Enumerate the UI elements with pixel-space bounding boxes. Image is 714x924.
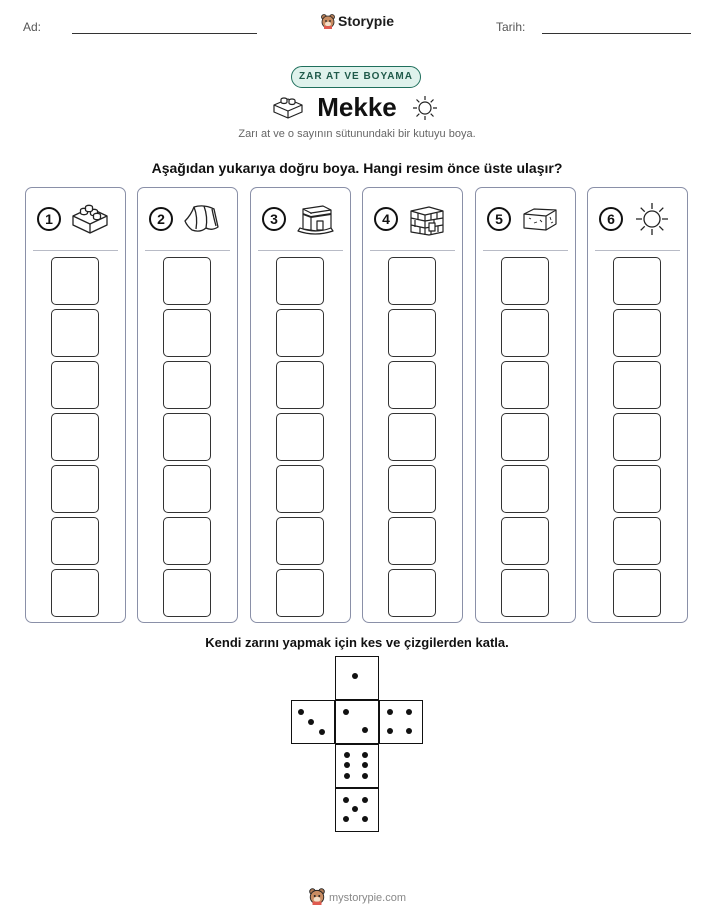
dice-face-4	[379, 700, 423, 744]
pip	[298, 709, 304, 715]
column-header	[588, 188, 687, 250]
column-divider	[370, 250, 455, 251]
color-box[interactable]	[51, 361, 99, 409]
color-box[interactable]	[51, 465, 99, 513]
color-box[interactable]	[276, 517, 324, 565]
column-divider	[145, 250, 230, 251]
column-number: 4	[374, 207, 398, 231]
color-box[interactable]	[388, 309, 436, 357]
sun-icon	[411, 94, 439, 122]
color-box[interactable]	[501, 361, 549, 409]
color-box[interactable]	[276, 465, 324, 513]
column-1	[25, 187, 126, 623]
pip	[387, 728, 393, 734]
subtitle: Zarı at ve o sayının sütunundaki bir kutuyu boya.	[238, 128, 476, 140]
name-line	[72, 33, 257, 34]
column-number: 3	[262, 207, 286, 231]
column-4	[362, 187, 463, 623]
color-box[interactable]	[276, 309, 324, 357]
instruction-top: Aşağıdan yukarıya doğru boya. Hangi resim önce üste ulaşır?	[151, 160, 563, 176]
pip	[352, 673, 358, 679]
pip	[344, 762, 350, 768]
date-line	[542, 33, 691, 34]
bear-icon	[320, 13, 336, 29]
bear-icon	[308, 887, 326, 905]
color-box[interactable]	[388, 517, 436, 565]
pip	[343, 709, 349, 715]
pip	[319, 729, 325, 735]
pip	[362, 773, 368, 779]
page-title: Mekke	[317, 92, 397, 122]
column-header	[138, 188, 237, 250]
instruction-bottom: Kendi zarını yapmak için kes ve çizgilerden katla.	[205, 635, 509, 650]
color-box[interactable]	[276, 257, 324, 305]
pip	[352, 806, 358, 812]
pip	[343, 797, 349, 803]
column-3	[250, 187, 351, 623]
color-box[interactable]	[501, 517, 549, 565]
column-5	[475, 187, 576, 623]
color-box[interactable]	[163, 465, 211, 513]
column-divider	[33, 250, 118, 251]
color-box[interactable]	[501, 257, 549, 305]
pip	[362, 797, 368, 803]
pip	[362, 762, 368, 768]
activity-badge: ZAR AT VE BOYAMA	[291, 66, 421, 88]
color-box[interactable]	[276, 361, 324, 409]
column-number: 2	[149, 207, 173, 231]
pip	[344, 752, 350, 758]
color-box[interactable]	[276, 569, 324, 617]
color-box[interactable]	[501, 413, 549, 461]
column-divider	[483, 250, 568, 251]
column-header	[251, 188, 350, 250]
column-number: 1	[37, 207, 61, 231]
column-6	[587, 187, 688, 623]
color-box[interactable]	[163, 309, 211, 357]
color-box[interactable]	[501, 309, 549, 357]
dice-face-1	[335, 656, 379, 700]
footer	[0, 887, 714, 905]
color-box[interactable]	[613, 517, 661, 565]
pip	[406, 709, 412, 715]
column-2	[137, 187, 238, 623]
column-divider	[258, 250, 343, 251]
pip	[362, 727, 368, 733]
footer-url[interactable]: mystorypie.com	[328, 892, 407, 904]
column-divider	[595, 250, 680, 251]
column-number: 6	[599, 207, 623, 231]
pip	[362, 752, 368, 758]
color-box[interactable]	[613, 569, 661, 617]
dice-face-3	[291, 700, 335, 744]
color-box[interactable]	[388, 413, 436, 461]
brick-wall-icon	[407, 201, 447, 237]
color-box[interactable]	[388, 569, 436, 617]
date-label: Tarih:	[496, 20, 526, 34]
color-box[interactable]	[276, 413, 324, 461]
color-box[interactable]	[613, 309, 661, 357]
color-box[interactable]	[501, 465, 549, 513]
pip	[362, 816, 368, 822]
color-box[interactable]	[163, 569, 211, 617]
pip	[308, 719, 314, 725]
color-box[interactable]	[501, 569, 549, 617]
lego-brick-icon	[70, 201, 110, 237]
column-header	[476, 188, 575, 250]
color-box[interactable]	[163, 361, 211, 409]
color-box[interactable]	[388, 257, 436, 305]
dice-face-5	[335, 788, 379, 832]
column-header	[26, 188, 125, 250]
color-box[interactable]	[163, 257, 211, 305]
pip	[387, 709, 393, 715]
color-box[interactable]	[388, 361, 436, 409]
color-box[interactable]	[388, 465, 436, 513]
color-box[interactable]	[163, 413, 211, 461]
color-box[interactable]	[51, 309, 99, 357]
column-header	[363, 188, 462, 250]
brand-logo	[0, 13, 714, 29]
pip	[343, 816, 349, 822]
dice-face-6	[335, 744, 379, 788]
dice-face-2	[335, 700, 379, 744]
color-box[interactable]	[613, 465, 661, 513]
cloth-icon	[182, 201, 222, 237]
kaaba-icon	[295, 201, 335, 237]
color-box[interactable]	[51, 569, 99, 617]
name-label: Ad:	[23, 20, 42, 34]
sun-icon	[632, 201, 672, 237]
color-box[interactable]	[613, 361, 661, 409]
color-box[interactable]	[51, 257, 99, 305]
color-box[interactable]	[613, 413, 661, 461]
color-box[interactable]	[163, 517, 211, 565]
color-box[interactable]	[51, 413, 99, 461]
column-number: 5	[487, 207, 511, 231]
pip	[344, 773, 350, 779]
brand-name: Storypie	[337, 13, 394, 29]
color-box[interactable]	[51, 517, 99, 565]
stone-block-icon	[520, 201, 560, 237]
color-box[interactable]	[613, 257, 661, 305]
pip	[406, 728, 412, 734]
